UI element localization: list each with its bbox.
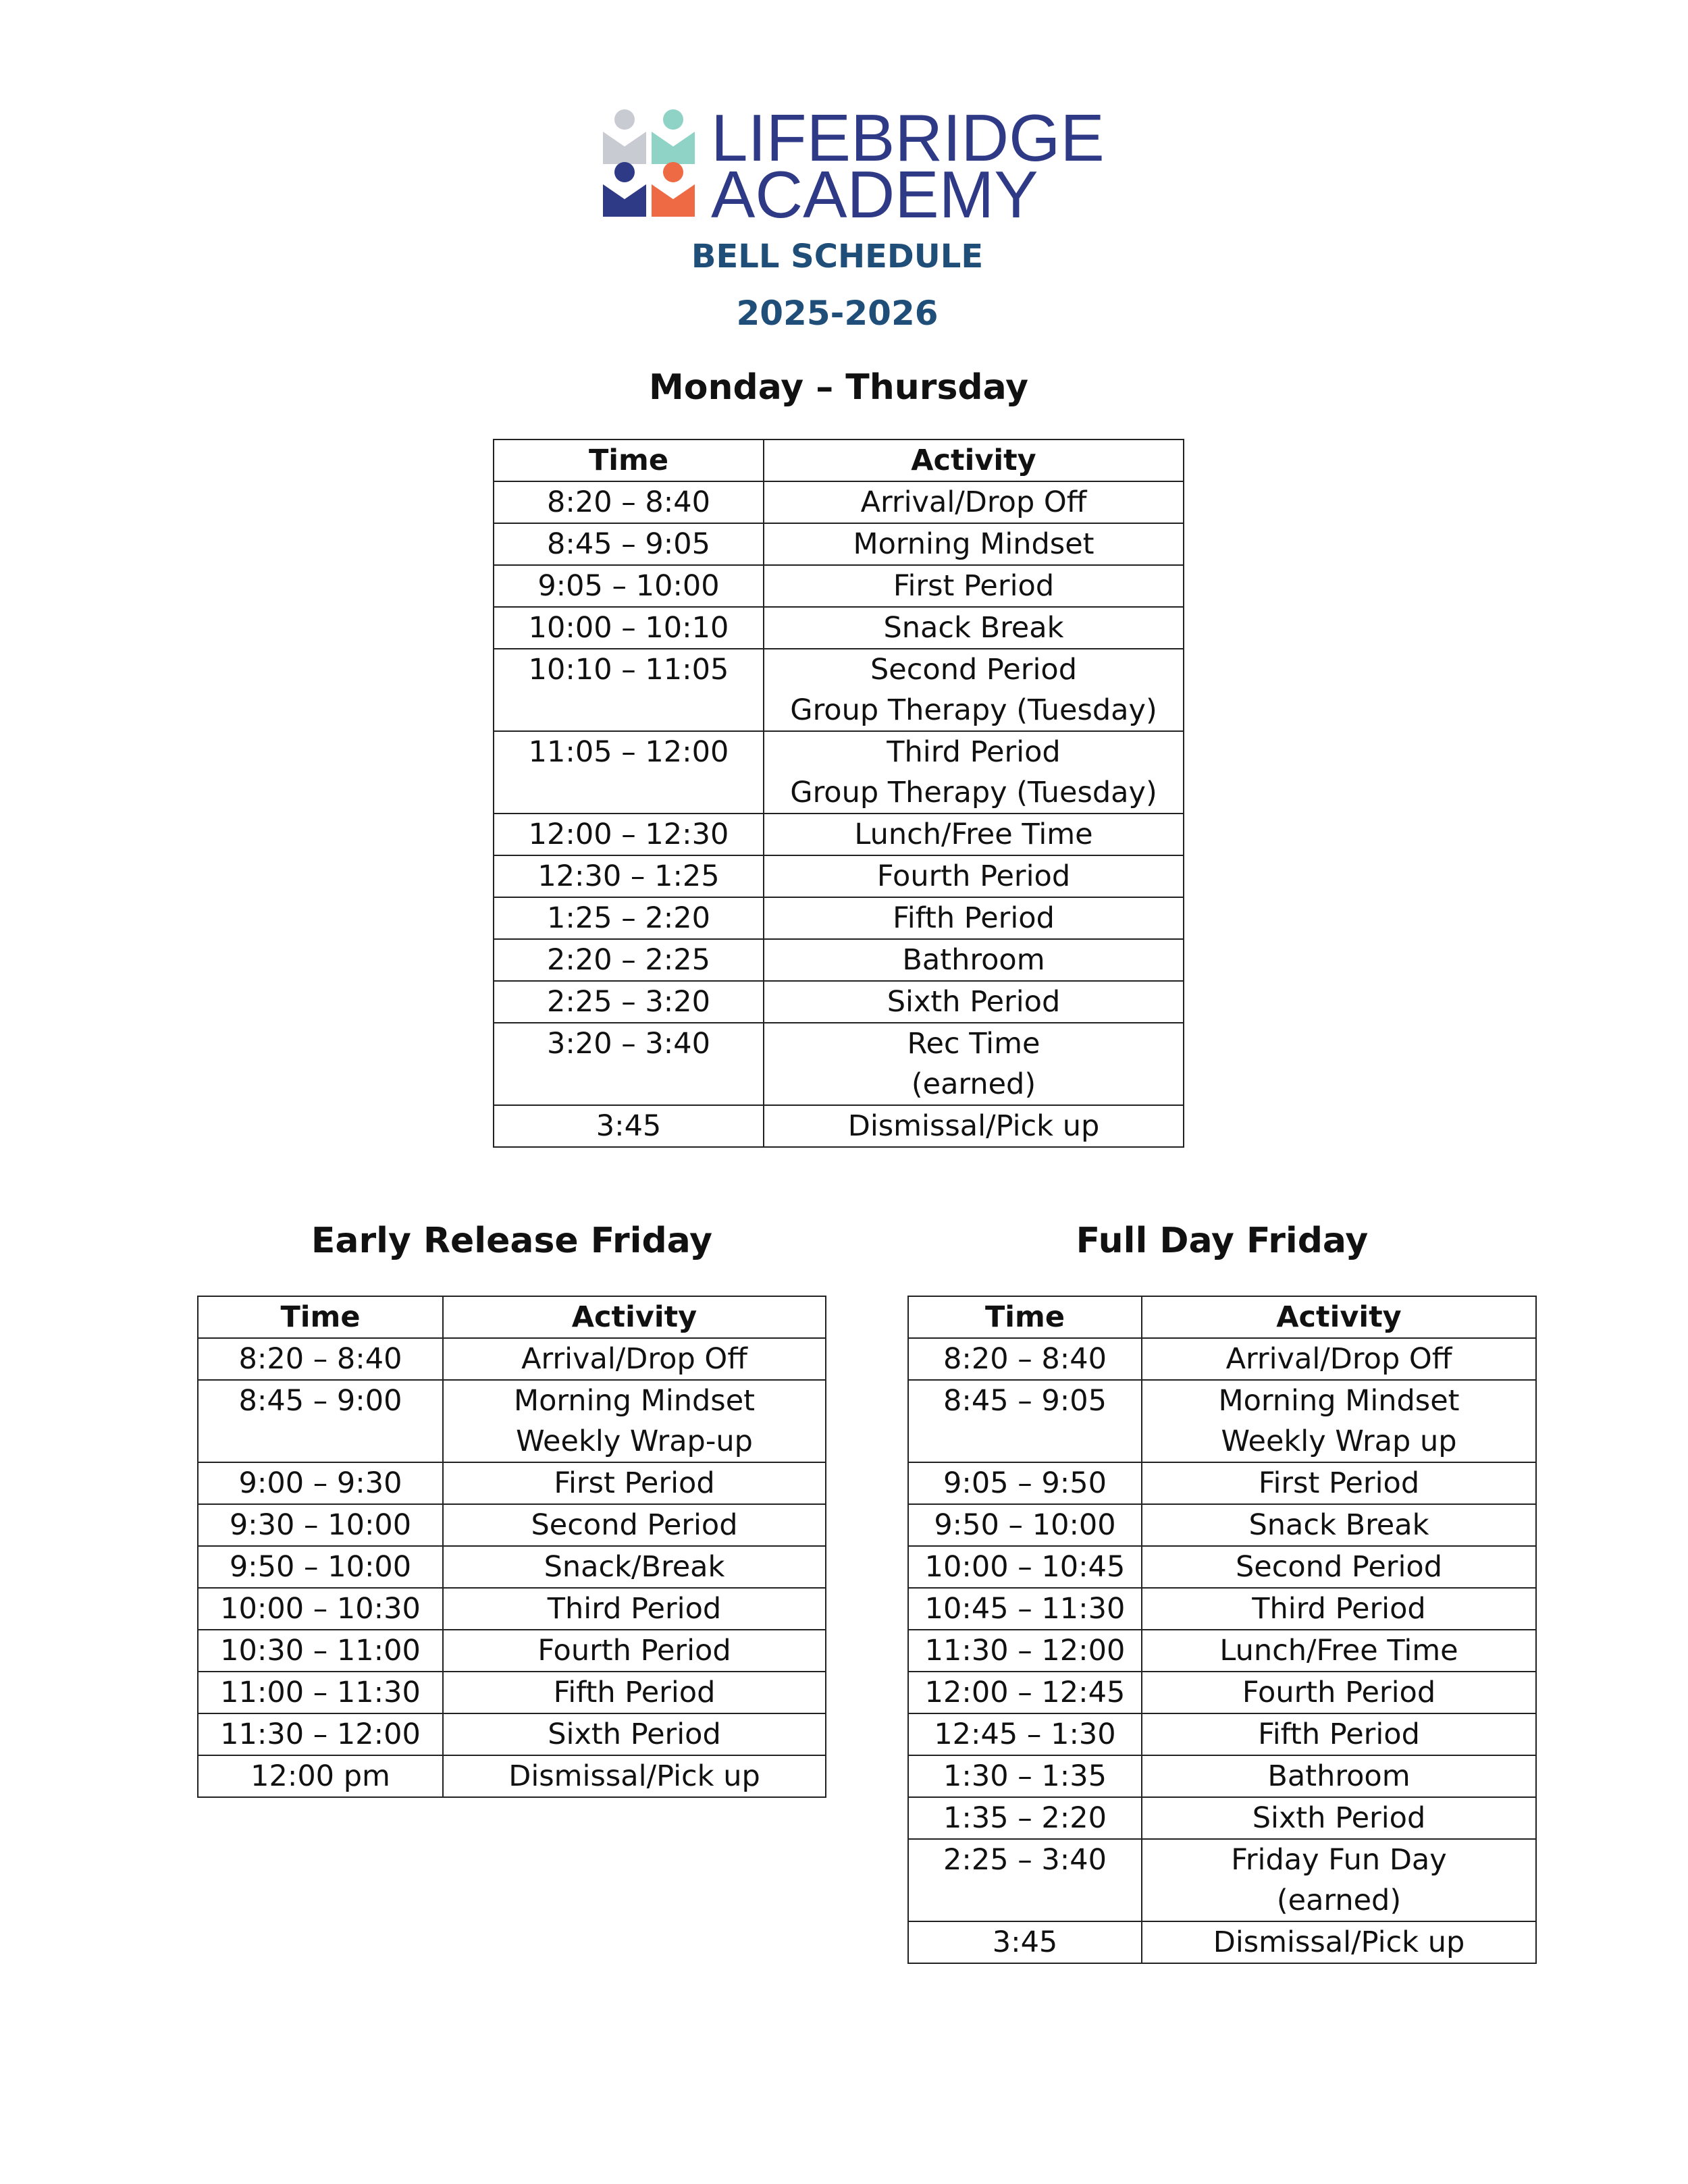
cell-time: 10:00 – 10:45 — [908, 1546, 1142, 1588]
cell-activity: Arrival/Drop Off — [443, 1338, 826, 1380]
table-row — [198, 1380, 826, 1462]
logo-text-lifebridge: LIFEBRIDGE — [711, 101, 1105, 175]
header-activity: Activity — [1142, 1296, 1536, 1338]
header-time: Time — [908, 1296, 1142, 1338]
logo — [598, 101, 1105, 232]
cell-activity: Arrival/Drop Off — [1142, 1338, 1536, 1380]
cell-activity: Dismissal/Pick up — [443, 1755, 826, 1797]
cell-activity: Morning Mindset — [764, 523, 1184, 565]
cell-time: 2:20 – 2:25 — [494, 939, 764, 981]
cell-activity: First Period — [443, 1462, 826, 1504]
table-row — [908, 1713, 1536, 1755]
table-row — [494, 731, 1184, 814]
header-activity: Activity — [764, 440, 1184, 481]
cell-activity: First Period — [764, 565, 1184, 607]
table-row — [908, 1338, 1536, 1380]
cell-activity: Fifth Period — [443, 1672, 826, 1713]
heading-monday-thursday: Monday – Thursday — [648, 367, 1029, 408]
cell-time: 8:45 – 9:05 — [908, 1380, 1142, 1462]
cell-activity: Morning Mindset Weekly Wrap-up — [443, 1380, 826, 1462]
cell-time: 9:50 – 10:00 — [908, 1504, 1142, 1546]
cell-activity: Bathroom — [1142, 1755, 1536, 1797]
figure-navy-head — [614, 162, 635, 182]
table-header-row — [494, 440, 1184, 481]
cell-activity: Snack Break — [1142, 1504, 1536, 1546]
cell-time: 3:45 — [494, 1105, 764, 1147]
table-full-day-friday — [907, 1296, 1537, 1964]
cell-activity: Second Period — [443, 1504, 826, 1546]
cell-time: 1:35 – 2:20 — [908, 1797, 1142, 1839]
cell-activity: Sixth Period — [1142, 1797, 1536, 1839]
cell-activity: Rec Time (earned) — [764, 1023, 1184, 1105]
figure-gray-head — [614, 109, 635, 130]
table-row — [908, 1839, 1536, 1921]
table-row — [198, 1338, 826, 1380]
figure-orange-head — [663, 162, 683, 182]
table-early-release-friday — [197, 1296, 826, 1798]
table-row — [494, 897, 1184, 939]
table-row — [908, 1672, 1536, 1713]
header-time: Time — [494, 440, 764, 481]
cell-time: 10:00 – 10:10 — [494, 607, 764, 649]
cell-time: 12:00 pm — [198, 1755, 443, 1797]
table-row — [908, 1546, 1536, 1588]
cell-activity: Dismissal/Pick up — [1142, 1921, 1536, 1963]
table-header-row — [198, 1296, 826, 1338]
cell-time: 10:10 – 11:05 — [494, 649, 764, 731]
cell-activity: Sixth Period — [764, 981, 1184, 1023]
cell-time: 8:45 – 9:00 — [198, 1380, 443, 1462]
table-row — [908, 1921, 1536, 1963]
cell-time: 12:00 – 12:30 — [494, 814, 764, 855]
cell-time: 9:05 – 9:50 — [908, 1462, 1142, 1504]
cell-activity: Third Period — [443, 1588, 826, 1630]
cell-activity: Arrival/Drop Off — [764, 481, 1184, 523]
figure-navy-body — [603, 184, 646, 217]
cell-time: 9:30 – 10:00 — [198, 1504, 443, 1546]
table-row — [908, 1755, 1536, 1797]
page-title: BELL SCHEDULE — [691, 238, 984, 275]
cell-time: 8:45 – 9:05 — [494, 523, 764, 565]
figure-orange-body — [652, 184, 695, 217]
cell-activity: Fourth Period — [1142, 1672, 1536, 1713]
school-year: 2025-2026 — [736, 294, 939, 333]
table-row — [198, 1755, 826, 1797]
logo-text-academy: ACADEMY — [711, 157, 1038, 232]
header-time: Time — [198, 1296, 443, 1338]
table-row — [908, 1462, 1536, 1504]
table-row — [198, 1588, 826, 1630]
cell-activity: Lunch/Free Time — [1142, 1630, 1536, 1672]
cell-activity: Sixth Period — [443, 1713, 826, 1755]
cell-activity: Lunch/Free Time — [764, 814, 1184, 855]
table-row — [494, 814, 1184, 855]
cell-activity: Third Period Group Therapy (Tuesday) — [764, 731, 1184, 814]
cell-time: 1:30 – 1:35 — [908, 1755, 1142, 1797]
cell-time: 2:25 – 3:20 — [494, 981, 764, 1023]
table-row — [198, 1504, 826, 1546]
cell-activity: First Period — [1142, 1462, 1536, 1504]
table-row — [908, 1380, 1536, 1462]
figure-teal-head — [663, 109, 683, 130]
table-row — [494, 649, 1184, 731]
cell-time: 3:20 – 3:40 — [494, 1023, 764, 1105]
cell-activity: Fourth Period — [764, 855, 1184, 897]
table-row — [494, 1023, 1184, 1105]
table-row — [198, 1713, 826, 1755]
cell-activity: Bathroom — [764, 939, 1184, 981]
cell-activity: Second Period — [1142, 1546, 1536, 1588]
table-row — [494, 565, 1184, 607]
cell-time: 9:50 – 10:00 — [198, 1546, 443, 1588]
cell-time: 3:45 — [908, 1921, 1142, 1963]
cell-time: 9:00 – 9:30 — [198, 1462, 443, 1504]
cell-time: 10:45 – 11:30 — [908, 1588, 1142, 1630]
heading-early-release-friday: Early Release Friday — [311, 1221, 713, 1261]
figure-gray-body — [603, 132, 646, 164]
table-header-row — [908, 1296, 1536, 1338]
cell-activity: Snack Break — [764, 607, 1184, 649]
cell-activity: Second Period Group Therapy (Tuesday) — [764, 649, 1184, 731]
heading-full-day-friday: Full Day Friday — [1076, 1221, 1369, 1261]
table-row — [908, 1630, 1536, 1672]
table-row — [198, 1546, 826, 1588]
cell-activity: Friday Fun Day (earned) — [1142, 1839, 1536, 1921]
table-monday-thursday — [493, 439, 1184, 1148]
cell-time: 12:00 – 12:45 — [908, 1672, 1142, 1713]
header-activity: Activity — [443, 1296, 826, 1338]
table-row — [198, 1672, 826, 1713]
cell-time: 8:20 – 8:40 — [494, 481, 764, 523]
table-row — [908, 1797, 1536, 1839]
table-row — [494, 523, 1184, 565]
cell-activity: Fifth Period — [764, 897, 1184, 939]
table-row — [494, 607, 1184, 649]
cell-time: 11:30 – 12:00 — [198, 1713, 443, 1755]
table-row — [494, 481, 1184, 523]
table-row — [908, 1504, 1536, 1546]
table-row — [198, 1462, 826, 1504]
cell-activity: Fifth Period — [1142, 1713, 1536, 1755]
cell-time: 1:25 – 2:20 — [494, 897, 764, 939]
people-icon — [598, 105, 706, 219]
cell-time: 8:20 – 8:40 — [198, 1338, 443, 1380]
cell-activity: Morning Mindset Weekly Wrap up — [1142, 1380, 1536, 1462]
cell-activity: Fourth Period — [443, 1630, 826, 1672]
table-row — [198, 1630, 826, 1672]
cell-time: 2:25 – 3:40 — [908, 1839, 1142, 1921]
table-row — [494, 981, 1184, 1023]
cell-time: 10:00 – 10:30 — [198, 1588, 443, 1630]
cell-time: 8:20 – 8:40 — [908, 1338, 1142, 1380]
cell-activity: Snack/Break — [443, 1546, 826, 1588]
cell-time: 9:05 – 10:00 — [494, 565, 764, 607]
table-row — [494, 855, 1184, 897]
table-row — [494, 939, 1184, 981]
table-row — [494, 1105, 1184, 1147]
cell-time: 11:30 – 12:00 — [908, 1630, 1142, 1672]
cell-time: 12:30 – 1:25 — [494, 855, 764, 897]
cell-time: 11:05 – 12:00 — [494, 731, 764, 814]
figure-teal-body — [652, 132, 695, 164]
cell-time: 10:30 – 11:00 — [198, 1630, 443, 1672]
table-row — [908, 1588, 1536, 1630]
cell-activity: Third Period — [1142, 1588, 1536, 1630]
cell-time: 11:00 – 11:30 — [198, 1672, 443, 1713]
cell-time: 12:45 – 1:30 — [908, 1713, 1142, 1755]
cell-activity: Dismissal/Pick up — [764, 1105, 1184, 1147]
